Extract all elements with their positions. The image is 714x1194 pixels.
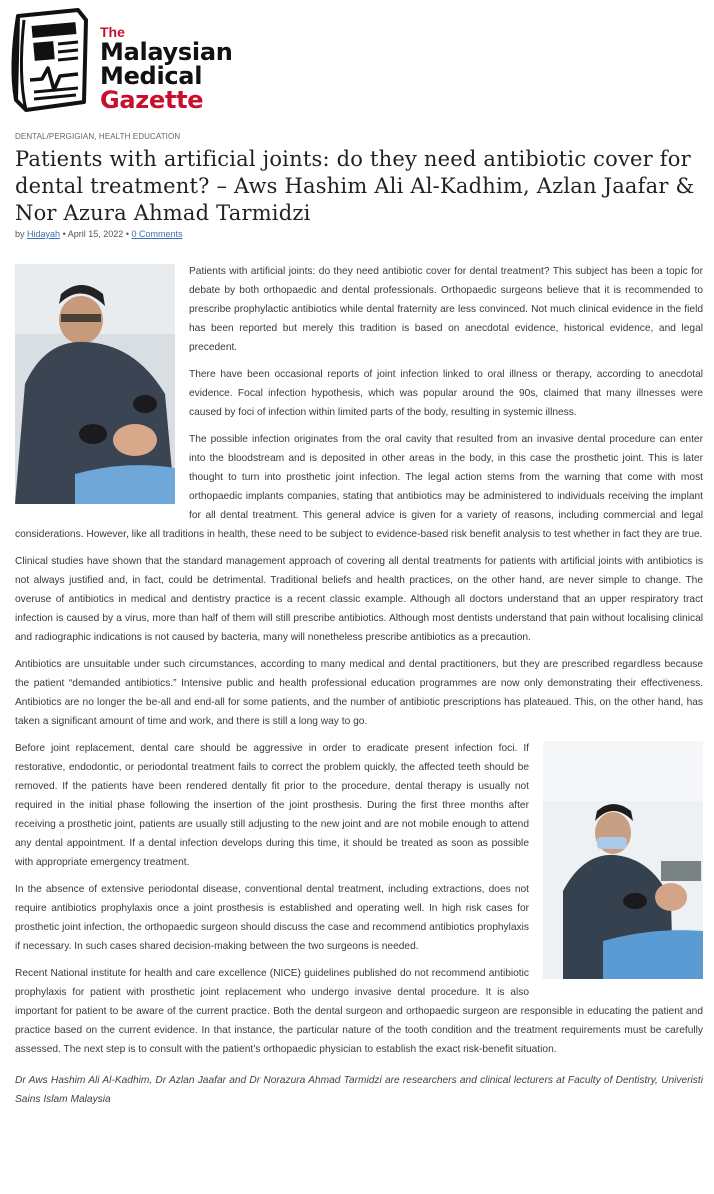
byline — [15, 229, 183, 239]
publish-date: April 15, 2022 — [67, 229, 124, 239]
dentist-photo-right — [543, 741, 703, 979]
byline-separator: • — [125, 229, 129, 239]
paragraph: There have been occasional reports of joint infection linked to oral illness or therapy, according to anecdotal evidence. Focal infection hypothesis, which was popular around the 90s, claimed that many illnesses were caused by foci of infection within limited parts of the body, resulting in systemic illness. — [189, 369, 703, 418]
author-link[interactable]: Hidayah — [27, 229, 61, 239]
article-body — [15, 262, 703, 1117]
paragraph: In the absence of extensive periodontal disease, conventional dental treatment, including extractions, does not require antibiotics prophylaxis once a joint prosthesis is established and operating well. In high risk cases for prosthetic joint infection, the orthopaedic surgeon should discuss the case and recommend antibiotics prophylaxis if necessary. In such cases shared decision-making between the two surgeons is needed. — [15, 884, 529, 952]
paragraph: Patients with artificial joints: do they need antibiotic cover for dental treatment? This subject has been a topic for debate by both orthopaedic and dental professionals. Orthopaedic surgeons believe that it is recommended to prescribe prophylactic antibiotics while dental fraternity are less convinced. Not much clinical evidence in the field has been reported but merely this tradition is based on anecdotal evidence, historical evidence, and legal precedent. — [189, 266, 703, 353]
paragraph: Antibiotics are unsuitable under such circumstances, according to many medical and dental practitioners, but they are prescribed regardless because the patient “demanded antibiotics.” Intensive public and health professional education programmes are now only demonstrating their effectiveness. Antibiotics are no longer the be-all and end-all for some patients, and the number of antibiotic prescriptions has plateaued. This, on the other hand, has taken a significant amount of time and work, and there is still a long way to go. — [15, 659, 703, 727]
paragraph: Before joint replacement, dental care should be aggressive in order to eradicate present infection foci. If restorative, endodontic, or periodontal treatment fails to correct the problem quickly, the affected teeth should be removed. If the patients have been rendered dentally fit prior to the procedure, dental therapy is usually not required in the initial phase following the insertion of the joint prosthesis. During the first three months after receiving a prosthetic joint, patients are usually still adjusting to the new joint and are not mobile enough to attend any dental appointment. If a dental infection develops during this time, it should be treated as soon as possible with appropriate emergency treatment. — [15, 743, 529, 868]
logo-medical: Medical — [100, 62, 203, 90]
comments-link[interactable]: 0 Comments — [131, 229, 183, 239]
newspaper-logo-icon[interactable] — [4, 6, 94, 114]
paragraph: Clinical studies have shown that the standard management approach of covering all dental treatments for patients with artificial joints with antibiotics is not always justified and, in fact, could be detrimental. Traditional beliefs and health practices, on the other hand, are never simple to change. The overuse of antibiotics in medical and dentistry practice is a recent classic example. Although all doctors understand that an upper respiratory tract infection is caused by a virus, more than half of them will still prescribe antibiotics. Although most dentists understand that pain without localising clinical and radiographic indications is not caused by bacteria, many will nonetheless prescribe antibiotics as a precaution. — [15, 556, 703, 643]
site-logo-wordmark[interactable] — [100, 24, 233, 112]
logo-gazette: Gazette — [100, 86, 204, 114]
dentist-photo-left — [15, 264, 175, 504]
logo-malaysian: Malaysian — [100, 38, 233, 66]
logo-the: The — [100, 24, 125, 40]
paragraph: Recent National institute for health and care excellence (NICE) guidelines published do not recommend antibiotic prophylaxis for patient with prosthetic joint replacement who undergo invasive dental procedure. It is also important for patient to be aware of the current practice. Both the dental surgeon and orthopaedic surgeon are responsible in educating the patient and practice based on the current evidence. In that instance, the particular nature of the tooth condition and the treatment requirements must be carefully assessed. The next step is to consult with the patient’s orthopaedic physician to establish the exact risk-benefit situation. — [15, 968, 703, 1055]
byline-prefix: by — [15, 229, 25, 239]
byline-separator: • — [62, 229, 66, 239]
author-credit: Dr Aws Hashim Ali Al-Kadhim, Dr Azlan Jaafar and Dr Norazura Ahmad Tarmidzi are researchers and clinical lecturers at Faculty of Dentistry, Univeristi Sains Islam Malaysia — [15, 1075, 703, 1105]
article-title: Patients with artificial joints: do they need antibiotic cover for dental treatment? – Aws Hashim Ali Al-Kadhim, Azlan Jaafar & Nor Azura Ahmad Tarmidzi — [15, 147, 695, 225]
category-link[interactable]: DENTAL/PERGIGIAN, HEALTH EDUCATION — [15, 132, 181, 141]
paragraph: The possible infection originates from the oral cavity that resulted from an invasive dental procedure can enter into the bloodstream and is deposited in other areas in the body, in this case the prosthetic joint. This is later thought to turn into prosthetic joint infection. The legal action stems from the warning that come with most orthopaedic implants companies, stating that antibiotics may be administered to individuals receiving the implant for all dental treatment. This general advice is given for a variety of reasons, including commercial and legal considerations. However, like all traditions in health, these need to be subject to evidence-based risk benefit analysis to test whether in fact they are true. — [15, 434, 703, 540]
masthead — [0, 0, 714, 122]
